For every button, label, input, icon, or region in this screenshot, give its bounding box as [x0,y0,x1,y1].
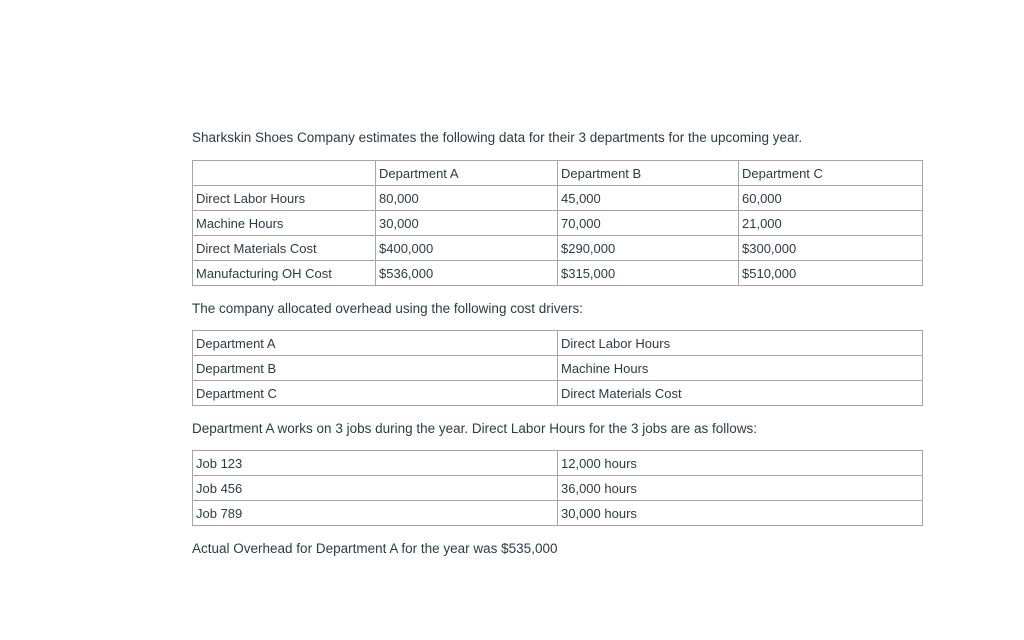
table-row [193,356,923,381]
table-cell: 60,000 [739,186,923,211]
table-cell: 12,000 hours [558,451,923,476]
table-cell: $400,000 [376,236,558,261]
table-row [193,236,923,261]
table-row [193,211,923,236]
table-cell: $315,000 [558,261,739,286]
table-row [193,476,923,501]
table-cell: $300,000 [739,236,923,261]
row-label: Job 123 [193,451,558,476]
row-label: Manufacturing OH Cost [193,261,376,286]
table-row [193,261,923,286]
actual-overhead-text: Actual Overhead for Department A for the year was $535,000 [192,541,558,556]
row-label: Direct Materials Cost [193,236,376,261]
header-cell-empty [193,161,376,186]
header-cell-department-b: Department B [558,161,739,186]
table-cell: 30,000 [376,211,558,236]
header-cell-department-a: Department A [376,161,558,186]
table-cell: 36,000 hours [558,476,923,501]
table-cell: $510,000 [739,261,923,286]
table-row [193,331,923,356]
cost-drivers-intro-text: The company allocated overhead using the following cost drivers: [192,301,583,316]
table-row [193,451,923,476]
table-cell: 30,000 hours [558,501,923,526]
row-label: Department A [193,331,558,356]
department-data-table [192,160,923,286]
table-cell: $536,000 [376,261,558,286]
jobs-intro-text: Department A works on 3 jobs during the year. Direct Labor Hours for the 3 jobs are as follows: [192,421,758,436]
row-label: Direct Labor Hours [193,186,376,211]
job-hours-table [192,450,923,526]
intro-text: Sharkskin Shoes Company estimates the following data for their 3 departments for the upcoming year. [192,130,803,145]
table-cell: 45,000 [558,186,739,211]
table-cell: 21,000 [739,211,923,236]
table-row [193,501,923,526]
table-row [193,186,923,211]
row-label: Job 456 [193,476,558,501]
table-cell: 70,000 [558,211,739,236]
header-cell-department-c: Department C [739,161,923,186]
table-cell: Machine Hours [558,356,923,381]
table-cell: $290,000 [558,236,739,261]
table-cell: Direct Materials Cost [558,381,923,406]
table-cell: 80,000 [376,186,558,211]
table-header-row [193,161,923,186]
row-label: Machine Hours [193,211,376,236]
table-row [193,381,923,406]
row-label: Job 789 [193,501,558,526]
cost-drivers-table [192,330,923,406]
row-label: Department C [193,381,558,406]
row-label: Department B [193,356,558,381]
table-cell: Direct Labor Hours [558,331,923,356]
